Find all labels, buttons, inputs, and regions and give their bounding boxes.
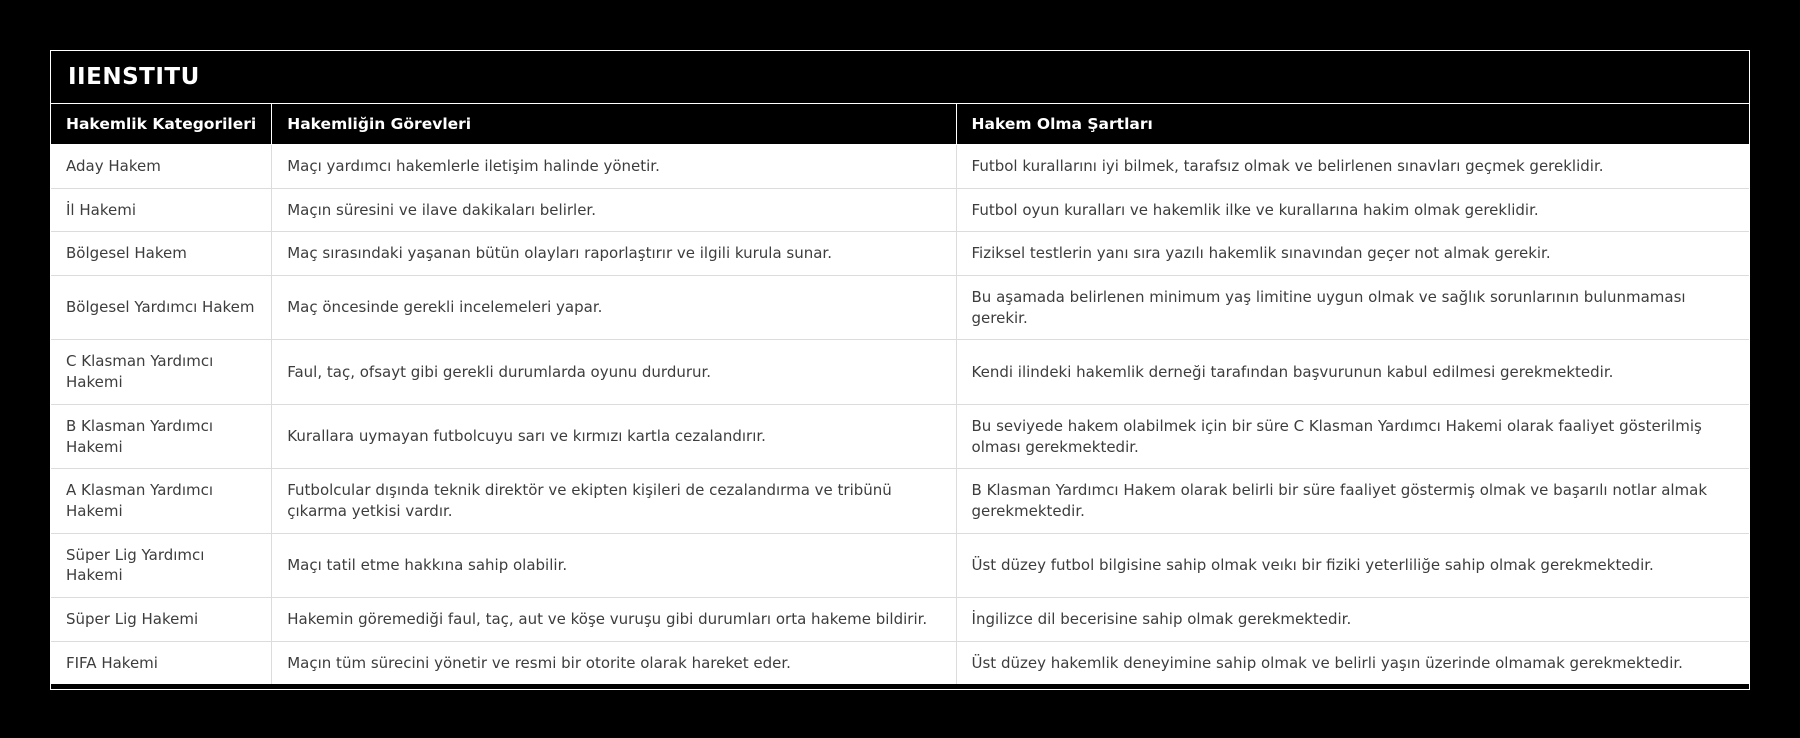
category-cell: Aday Hakem bbox=[51, 145, 272, 189]
table-row bbox=[51, 232, 1749, 276]
column-header-duties: Hakemliğin Görevleri bbox=[272, 104, 956, 145]
table-row bbox=[51, 188, 1749, 232]
table-row bbox=[51, 340, 1749, 404]
category-cell: Süper Lig Hakemi bbox=[51, 597, 272, 641]
requirement-cell: Futbol kurallarını iyi bilmek, tarafsız olmak ve belirlenen sınavları geçmek gereklidir. bbox=[956, 145, 1749, 189]
requirement-cell: Üst düzey futbol bilgisine sahip olmak veıkı bir fiziki yeterliliğe sahip olmak gerekmektedir. bbox=[956, 533, 1749, 597]
table-header bbox=[51, 104, 1749, 145]
duty-cell: Maçın süresini ve ilave dakikaları belirler. bbox=[272, 188, 956, 232]
table-row bbox=[51, 404, 1749, 468]
table-row bbox=[51, 469, 1749, 533]
table-row bbox=[51, 641, 1749, 684]
duty-cell: Kurallara uymayan futbolcuyu sarı ve kırmızı kartla cezalandırır. bbox=[272, 404, 956, 468]
requirement-cell: Bu seviyede hakem olabilmek için bir süre C Klasman Yardımcı Hakemi olarak faaliyet gösterilmiş olması gerekmektedir. bbox=[956, 404, 1749, 468]
table-header-row bbox=[51, 104, 1749, 145]
column-header-categories: Hakemlik Kategorileri bbox=[51, 104, 272, 145]
duty-cell: Hakemin göremediği faul, taç, aut ve köşe vuruşu gibi durumları orta hakeme bildirir. bbox=[272, 597, 956, 641]
category-cell: İl Hakemi bbox=[51, 188, 272, 232]
requirement-cell: Üst düzey hakemlik deneyimine sahip olmak ve belirli yaşın üzerinde olmamak gerekmektedir. bbox=[956, 641, 1749, 684]
duty-cell: Futbolcular dışında teknik direktör ve ekipten kişileri de cezalandırma ve tribünü çıkarma yetkisi vardır. bbox=[272, 469, 956, 533]
title-bar bbox=[51, 51, 1749, 104]
duty-cell: Maçı tatil etme hakkına sahip olabilir. bbox=[272, 533, 956, 597]
category-cell: Bölgesel Yardımcı Hakem bbox=[51, 276, 272, 340]
referee-table bbox=[51, 104, 1749, 684]
duty-cell: Maçın tüm sürecini yönetir ve resmi bir otorite olarak hareket eder. bbox=[272, 641, 956, 684]
requirement-cell: Fiziksel testlerin yanı sıra yazılı hakemlik sınavından geçer not almak gerekir. bbox=[956, 232, 1749, 276]
category-cell: FIFA Hakemi bbox=[51, 641, 272, 684]
category-cell: Bölgesel Hakem bbox=[51, 232, 272, 276]
column-header-requirements: Hakem Olma Şartları bbox=[956, 104, 1749, 145]
requirement-cell: İngilizce dil becerisine sahip olmak gerekmektedir. bbox=[956, 597, 1749, 641]
category-cell: C Klasman Yardımcı Hakemi bbox=[51, 340, 272, 404]
category-cell: A Klasman Yardımcı Hakemi bbox=[51, 469, 272, 533]
page-title: IIENSTITU bbox=[68, 64, 200, 90]
table-row bbox=[51, 533, 1749, 597]
requirement-cell: Futbol oyun kuralları ve hakemlik ilke ve kurallarına hakim olmak gereklidir. bbox=[956, 188, 1749, 232]
duty-cell: Maç sırasındaki yaşanan bütün olayları raporlaştırır ve ilgili kurula sunar. bbox=[272, 232, 956, 276]
duty-cell: Faul, taç, ofsayt gibi gerekli durumlarda oyunu durdurur. bbox=[272, 340, 956, 404]
table-row bbox=[51, 276, 1749, 340]
requirement-cell: B Klasman Yardımcı Hakem olarak belirli bir süre faaliyet göstermiş olmak ve başarılı notlar almak gerekmektedir. bbox=[956, 469, 1749, 533]
table-row bbox=[51, 597, 1749, 641]
category-cell: Süper Lig Yardımcı Hakemi bbox=[51, 533, 272, 597]
requirement-cell: Bu aşamada belirlenen minimum yaş limitine uygun olmak ve sağlık sorunlarının bulunmaması gerekir. bbox=[956, 276, 1749, 340]
duty-cell: Maçı yardımcı hakemlerle iletişim halinde yönetir. bbox=[272, 145, 956, 189]
duty-cell: Maç öncesinde gerekli incelemeleri yapar. bbox=[272, 276, 956, 340]
category-cell: B Klasman Yardımcı Hakemi bbox=[51, 404, 272, 468]
content-card bbox=[50, 50, 1750, 690]
table-row bbox=[51, 145, 1749, 189]
requirement-cell: Kendi ilindeki hakemlik derneği tarafından başvurunun kabul edilmesi gerekmektedir. bbox=[956, 340, 1749, 404]
table-body bbox=[51, 145, 1749, 685]
